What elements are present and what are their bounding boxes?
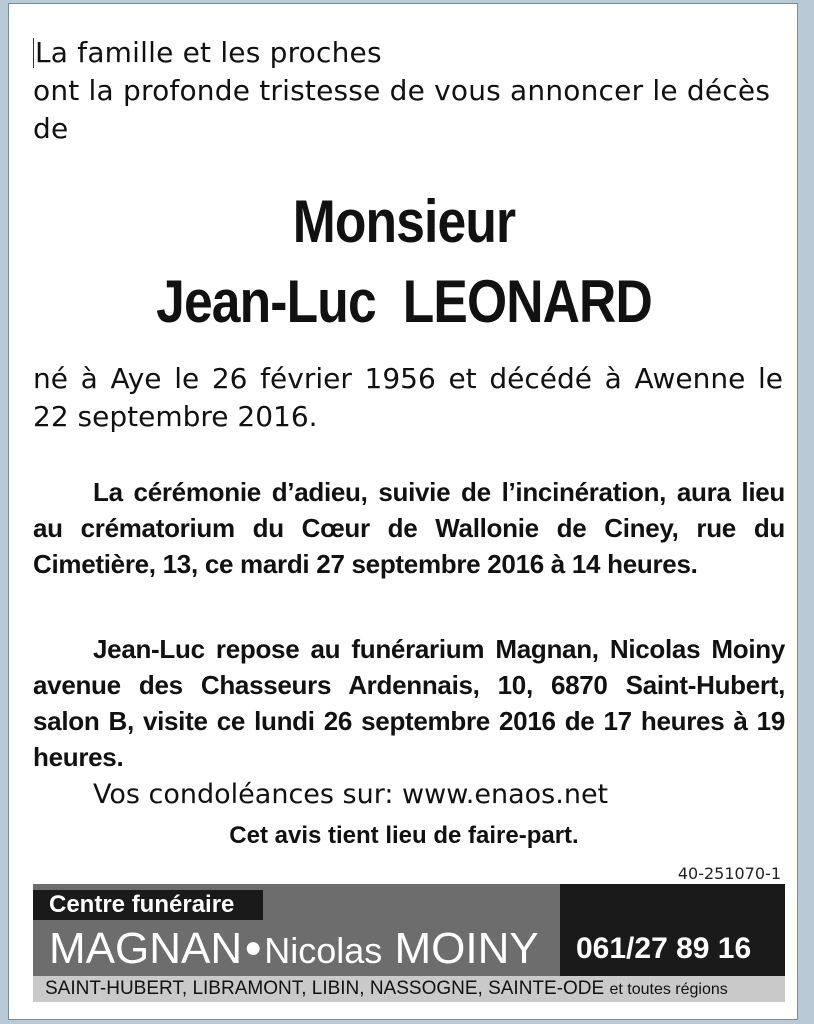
visitation-text: Jean-Luc repose au funérarium Magnan, Nicolas Moiny avenue des Chasseurs Ardennais, 10, 6870 Saint-Hubert, salon B, visite ce lundi 26 septembre 2016 de 17 heures à 19 heures. — [33, 634, 785, 772]
banner-gray-block — [33, 884, 560, 976]
text-cursor — [33, 38, 34, 68]
brand-end: MOINY — [394, 924, 539, 973]
deceased-name: Jean-Luc LEONARD — [156, 268, 652, 335]
banner-cities — [33, 976, 785, 1002]
intro-line-1: La famille et les proches — [35, 36, 382, 69]
deceased-title: Monsieur — [292, 188, 516, 255]
cities-list: SAINT-HUBERT, LIBRAMONT, LIBIN, NASSOGNE, SAINTE-ODE — [45, 978, 605, 999]
phone-number: 061/27 89 16 — [576, 932, 752, 965]
ceremony-paragraph — [33, 474, 785, 582]
reference-number: 40-251070-1 — [677, 864, 781, 883]
brand-main: MAGNAN — [49, 924, 243, 973]
intro-line-2: ont la profonde tristesse de vous annoncer le décès de — [33, 74, 771, 145]
visitation-paragraph — [33, 631, 785, 775]
intro-text — [33, 34, 783, 148]
ceremony-text: La cérémonie d’adieu, suivie de l’incinération, aura lieu au crématorium du Cœur de Wallonie de Ciney, rue du Cimetière, 13, ce mardi 27 septembre 2016 à 14 heures. — [33, 477, 785, 579]
banner-brand — [49, 922, 539, 977]
bullet-icon: ● — [244, 931, 263, 964]
cities-rest: et toutes régions — [609, 981, 728, 998]
banner-phone-block — [560, 884, 785, 976]
notice-text: Cet avis tient lieu de faire-part. — [229, 822, 579, 849]
brand-mid: Nicolas — [264, 930, 383, 971]
banner-tag: Centre funéraire — [33, 890, 263, 920]
funeral-home-banner — [33, 884, 785, 1002]
birth-death-text: né à Aye le 26 février 1956 et décédé à Awenne le 22 septembre 2016. — [33, 362, 783, 433]
condolences-text: Vos condoléances sur: www.enaos.net — [93, 779, 609, 810]
death-notice — [8, 3, 798, 1020]
